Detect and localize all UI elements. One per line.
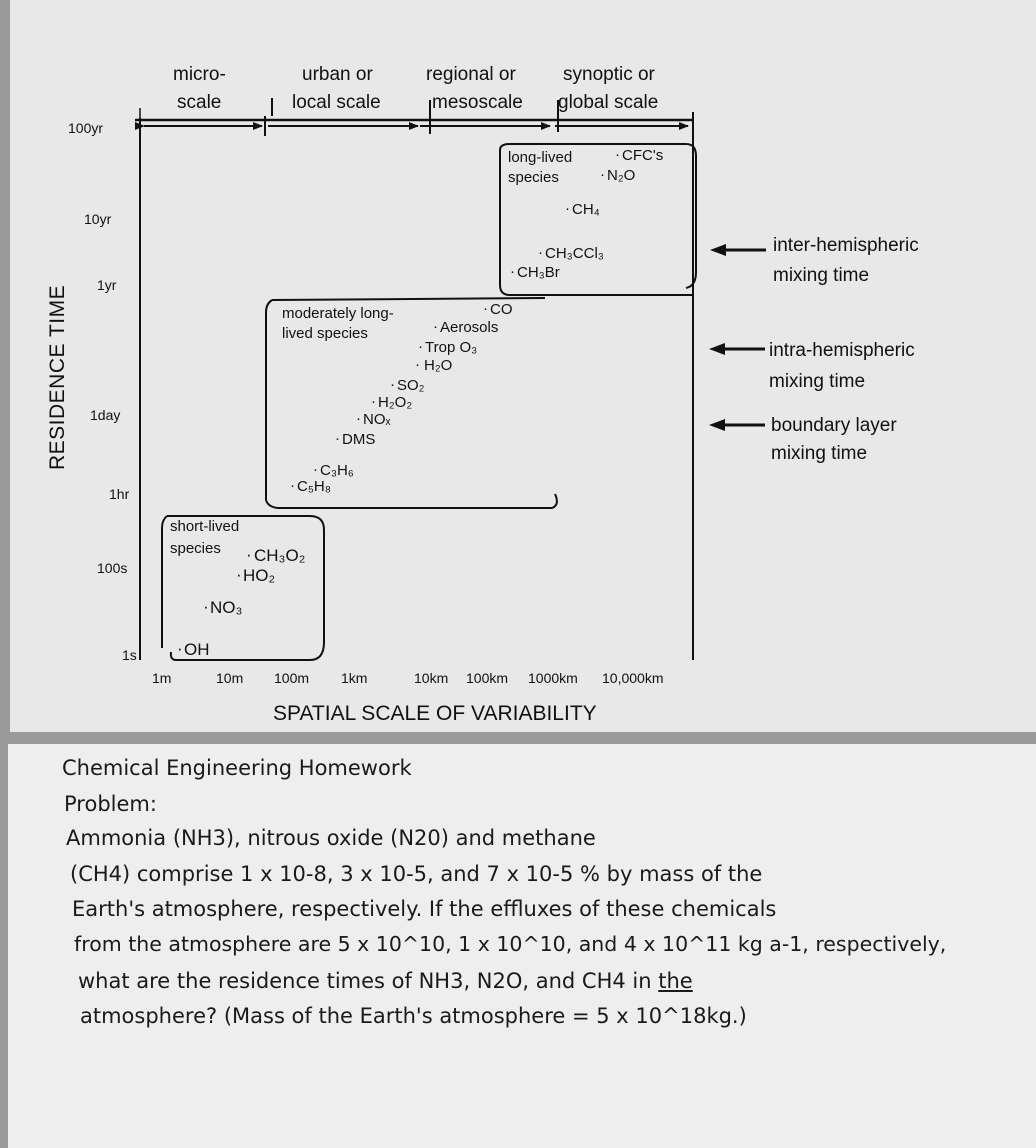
- problem-line-5-text: what are the residence times of NH3, N2O, and CH4 in: [78, 969, 659, 993]
- x-tick-10m: 10m: [216, 670, 244, 686]
- scale-label-synoptic-2: global scale: [558, 92, 659, 113]
- mixing-boundary-1: boundary layer: [771, 415, 897, 436]
- homework-text-panel: [8, 744, 1036, 1148]
- figure-svg: [10, 0, 1036, 732]
- problem-line-4: [74, 932, 946, 956]
- x-tick-1m: 1m: [152, 670, 172, 686]
- y-tick-1hr: 1hr: [109, 486, 130, 502]
- scale-label-urban-2: local scale: [292, 92, 381, 113]
- svg-text:·: ·: [246, 545, 252, 564]
- species-aerosols: Aerosols: [440, 319, 499, 336]
- species-so2: SO₂: [397, 377, 425, 394]
- species-h2o: H₂O: [424, 357, 453, 374]
- x-tick-1000km: 1000km: [528, 670, 578, 686]
- svg-text:·: ·: [600, 166, 605, 183]
- problem-line-6: atmosphere? (Mass of the Earth's atmosphere = 5 x 10^18kg.): [80, 1004, 747, 1028]
- species-trop-o3: Trop O₃: [425, 339, 478, 356]
- y-tick-1day: 1day: [90, 407, 121, 423]
- y-tick-100yr: 100yr: [68, 120, 104, 136]
- x-tick-1km: 1km: [341, 670, 368, 686]
- species-oh: OH: [184, 640, 210, 659]
- mixing-intra-2: mixing time: [769, 371, 866, 392]
- x-tick-100m: 100m: [274, 670, 310, 686]
- problem-line-2: (CH4) comprise 1 x 10-8, 3 x 10-5, and 7 x 10-5 % by mass of the: [70, 862, 763, 886]
- mixing-inter-2: mixing time: [773, 265, 870, 286]
- svg-text:·: ·: [565, 200, 570, 217]
- species-ch3o2: CH₃O₂: [254, 546, 306, 565]
- species-nox: NOₓ: [363, 411, 391, 428]
- short-lived-label-2: species: [170, 540, 221, 557]
- problem-line-3: Earth's atmosphere, respectively. If the effluxes of these chemicals: [72, 897, 777, 921]
- problem-line-1: Ammonia (NH3), nitrous oxide (N20) and methane: [66, 826, 596, 850]
- residence-time-figure: [10, 0, 1036, 732]
- species-ch4: CH₄: [572, 201, 600, 218]
- scale-label-synoptic-1: synoptic or: [563, 64, 655, 85]
- svg-text:·: ·: [510, 263, 515, 280]
- scale-label-micro-1: micro-: [173, 64, 226, 85]
- problem-label: Problem:: [64, 792, 157, 816]
- species-c3h6: C₃H₆: [320, 462, 354, 479]
- short-lived-label-1: short-lived: [170, 518, 240, 535]
- y-tick-10yr: 10yr: [84, 211, 112, 227]
- svg-text:·: ·: [415, 356, 420, 373]
- svg-text:·: ·: [290, 477, 295, 494]
- species-cfcs: CFC's: [622, 147, 664, 164]
- scale-label-regional-1: regional or: [426, 64, 516, 85]
- species-ch3ccl3: CH₃CCl₃: [545, 245, 604, 262]
- svg-text:·: ·: [418, 338, 423, 355]
- mixing-inter-1: inter-hemispheric: [773, 235, 919, 256]
- svg-text:·: ·: [433, 318, 438, 335]
- svg-text:·: ·: [483, 300, 488, 317]
- svg-text:·: ·: [538, 244, 543, 261]
- svg-text:·: ·: [236, 565, 242, 584]
- moderate-label-1: moderately long-: [282, 305, 394, 322]
- scale-label-regional-2: mesoscale: [432, 92, 523, 113]
- long-lived-label-2: species: [508, 169, 559, 186]
- species-no3: NO₃: [210, 598, 243, 617]
- y-tick-1s: 1s: [122, 647, 137, 663]
- x-tick-10000km: 10,000km: [602, 670, 664, 686]
- svg-text:·: ·: [313, 461, 318, 478]
- species-h2o2: H₂O₂: [378, 394, 413, 411]
- scale-label-micro-2: scale: [177, 92, 222, 113]
- species-c5h8: C₅H₈: [297, 478, 331, 495]
- underlined-word: the: [658, 969, 693, 993]
- x-tick-100km: 100km: [466, 670, 509, 686]
- homework-title: Chemical Engineering Homework: [62, 756, 412, 780]
- y-tick-1yr: 1yr: [97, 277, 117, 293]
- problem-line-5: [78, 969, 693, 993]
- svg-text:·: ·: [371, 393, 376, 410]
- species-dms: DMS: [342, 431, 376, 448]
- moderate-label-2: lived species: [282, 325, 368, 342]
- svg-text:·: ·: [390, 376, 395, 393]
- svg-text:·: ·: [615, 146, 620, 163]
- mixing-boundary-2: mixing time: [771, 443, 868, 464]
- species-ch3br: CH₃Br: [517, 264, 560, 281]
- species-co: CO: [490, 301, 513, 318]
- problem-line-4-text: from the atmosphere are 5 x 10^10, 1 x 10^10, and 4 x 10^11 kg a-1, respectively,: [74, 932, 947, 956]
- y-axis-title: RESIDENCE TIME: [46, 284, 69, 470]
- species-ho2: HO₂: [243, 566, 276, 585]
- svg-text:·: ·: [335, 430, 340, 447]
- x-axis-title: SPATIAL SCALE OF VARIABILITY: [273, 702, 597, 725]
- svg-text:·: ·: [356, 410, 361, 427]
- short-lived-box: [162, 516, 324, 660]
- species-n2o: N₂O: [607, 167, 636, 184]
- x-tick-10km: 10km: [414, 670, 449, 686]
- svg-text:·: ·: [177, 639, 183, 658]
- long-lived-label-1: long-lived: [508, 149, 573, 166]
- scale-label-urban-1: urban or: [302, 64, 373, 85]
- y-tick-100s: 100s: [97, 560, 128, 576]
- svg-text:·: ·: [203, 597, 209, 616]
- mixing-intra-1: intra-hemispheric: [769, 340, 915, 361]
